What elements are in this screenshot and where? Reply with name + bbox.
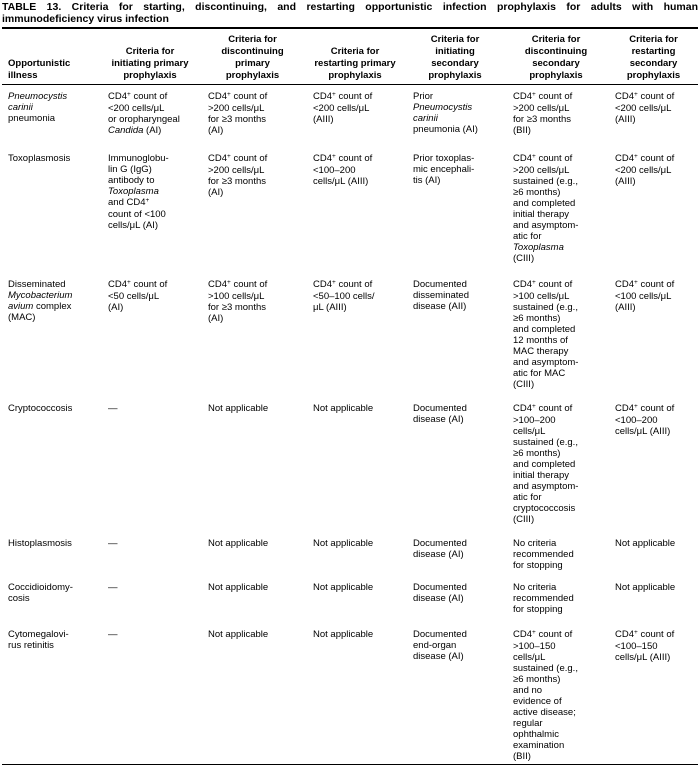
- text-run: count of: [335, 152, 373, 164]
- text-run: (CIII): [513, 252, 535, 264]
- text-run: mic encephali-: [413, 163, 475, 175]
- text-run: count of: [637, 90, 675, 102]
- text-run: for ≥3 months: [208, 175, 267, 187]
- text-run: cryptococcosis: [513, 502, 576, 514]
- text-run: atic for: [513, 230, 542, 242]
- text-run: CD4: [513, 152, 533, 164]
- text-run: antibody to: [108, 174, 155, 186]
- illness-cell: [2, 153, 108, 279]
- superscript-text: +: [532, 628, 536, 636]
- text-run: CD4: [513, 402, 533, 414]
- text-run: ≥6 months): [513, 186, 561, 198]
- text-run: (AI): [143, 124, 162, 136]
- text-run: sustained (e.g.,: [513, 175, 578, 187]
- criteria-cell: [413, 538, 513, 582]
- text-run: disease (AI): [413, 650, 464, 662]
- text-run: —: [108, 628, 118, 640]
- header-discontinuing-secondary-prophylaxis: Criteria for discontinuing secondary prophylaxis: [513, 29, 615, 84]
- text-run: Prior: [413, 90, 434, 102]
- text-run: Toxoplasmosis: [8, 152, 71, 164]
- text-run: CD4: [313, 90, 333, 102]
- text-run: —: [108, 581, 118, 593]
- text-run: or oropharyngeal: [108, 113, 180, 125]
- criteria-cell: [108, 84, 208, 153]
- header-restarting-secondary-prophylaxis: Criteria for restarting secondary prophylaxis: [615, 29, 698, 84]
- text-run: and asymptom-: [513, 219, 579, 231]
- text-run: >100–200: [513, 414, 556, 426]
- text-run: disease (AII): [413, 300, 467, 312]
- text-run: Cytomegalovi-: [8, 628, 69, 640]
- text-run: count of <100: [108, 208, 166, 220]
- illness-cell: [2, 403, 108, 538]
- text-run: <200 cells/μL: [108, 102, 165, 114]
- text-run: Not applicable: [313, 402, 374, 414]
- text-run: (CIII): [513, 513, 535, 525]
- table-row: [2, 153, 698, 279]
- text-run: μL (AIII): [313, 301, 347, 313]
- text-run: count of: [335, 278, 373, 290]
- text-run: >100–150: [513, 640, 556, 652]
- criteria-cell: [108, 279, 208, 403]
- text-run: and asymptom-: [513, 480, 579, 492]
- criteria-cell: [208, 153, 313, 279]
- italic-text: avium: [8, 300, 34, 312]
- table-row: [2, 582, 698, 629]
- illness-cell: [2, 279, 108, 403]
- text-run: count of: [130, 90, 168, 102]
- text-run: Immunoglobu-: [108, 152, 169, 164]
- text-run: pneumonia: [8, 112, 56, 124]
- text-run: for ≥3 months: [208, 301, 267, 313]
- text-run: and completed: [513, 458, 576, 470]
- illness-cell: [2, 629, 108, 765]
- text-run: count of: [535, 278, 573, 290]
- text-run: disseminated: [413, 289, 469, 301]
- criteria-cell: [208, 582, 313, 629]
- superscript-text: +: [227, 278, 231, 286]
- text-run: CD4: [513, 628, 533, 640]
- text-run: (AI): [208, 124, 224, 136]
- text-run: —: [108, 402, 118, 414]
- text-run: examination: [513, 739, 565, 751]
- text-run: Not applicable: [208, 581, 269, 593]
- text-run: for ≥3 months: [513, 113, 572, 125]
- text-run: (AIII): [313, 113, 334, 125]
- text-run: ≥6 months): [513, 312, 561, 324]
- criteria-cell: [108, 629, 208, 765]
- superscript-text: +: [634, 278, 638, 286]
- criteria-cell: [313, 582, 413, 629]
- criteria-cell: [413, 582, 513, 629]
- superscript-text: +: [532, 402, 536, 410]
- criteria-cell: [513, 153, 615, 279]
- text-run: <100–200: [615, 414, 658, 426]
- table-row: [2, 84, 698, 153]
- criteria-cell: [313, 153, 413, 279]
- text-run: atic for MAC: [513, 367, 566, 379]
- text-run: (AI): [208, 186, 224, 198]
- text-run: Coccidioidomy-: [8, 581, 73, 593]
- text-run: Disseminated: [8, 278, 66, 290]
- text-run: count of: [535, 628, 573, 640]
- italic-text: Toxoplasma: [513, 241, 564, 253]
- prophylaxis-criteria-table: [2, 29, 698, 765]
- text-run: tis (AI): [413, 174, 441, 186]
- title-line-2: immunodeficiency virus infection: [2, 12, 169, 25]
- text-run: Not applicable: [208, 402, 269, 414]
- text-run: for stopping: [513, 559, 563, 571]
- criteria-cell: [615, 582, 698, 629]
- title-line-1: TABLE 13. Criteria for starting, discontinuing, and restarting opportunistic infection prophylaxis for adults with human: [2, 1, 698, 13]
- text-run: Not applicable: [615, 581, 676, 593]
- criteria-cell: [108, 582, 208, 629]
- text-run: >100 cells/μL: [513, 290, 570, 302]
- criteria-cell: [313, 538, 413, 582]
- superscript-text: +: [532, 90, 536, 98]
- text-run: sustained (e.g.,: [513, 436, 578, 448]
- superscript-text: +: [532, 278, 536, 286]
- criteria-cell: [208, 538, 313, 582]
- superscript-text: +: [634, 402, 638, 410]
- text-run: <200 cells/μL: [615, 164, 672, 176]
- text-run: >100 cells/μL: [208, 290, 265, 302]
- table-header: [2, 29, 698, 84]
- text-run: CD4: [615, 152, 635, 164]
- criteria-cell: [413, 629, 513, 765]
- text-run: cosis: [8, 592, 30, 604]
- text-run: count of: [335, 90, 373, 102]
- text-run: ophthalmic: [513, 728, 559, 740]
- superscript-text: +: [332, 278, 336, 286]
- criteria-cell: [413, 279, 513, 403]
- text-run: initial therapy: [513, 469, 569, 481]
- italic-text: Mycobacterium: [8, 289, 73, 301]
- criteria-cell: [413, 153, 513, 279]
- text-run: active disease;: [513, 706, 576, 718]
- criteria-cell: [313, 279, 413, 403]
- text-run: pneumonia (AI): [413, 123, 478, 135]
- text-run: <50–100 cells/: [313, 290, 375, 302]
- italic-text: Pneumocystis: [413, 101, 473, 113]
- text-run: count of: [230, 90, 268, 102]
- illness-cell: [2, 84, 108, 153]
- text-run: CD4: [513, 90, 533, 102]
- text-run: Documented: [413, 402, 467, 414]
- table-row: [2, 538, 698, 582]
- text-run: No criteria: [513, 581, 557, 593]
- text-run: Histoplasmosis: [8, 537, 72, 549]
- criteria-cell: [208, 84, 313, 153]
- text-run: count of: [535, 402, 573, 414]
- criteria-cell: [615, 279, 698, 403]
- text-run: Not applicable: [313, 628, 374, 640]
- text-run: (MAC): [8, 311, 36, 323]
- italic-text: Candida: [108, 124, 144, 136]
- text-run: count of: [230, 152, 268, 164]
- superscript-text: +: [127, 90, 131, 98]
- criteria-cell: [108, 153, 208, 279]
- text-run: <100–200: [313, 164, 356, 176]
- header-discontinuing-primary-prophylaxis: Criteria for discontinuing primary prophylaxis: [208, 29, 313, 84]
- text-run: CD4: [615, 90, 635, 102]
- text-run: >200 cells/μL: [208, 164, 265, 176]
- text-run: Cryptococcosis: [8, 402, 73, 414]
- text-run: Documented: [413, 278, 467, 290]
- superscript-text: +: [634, 152, 638, 160]
- text-run: CD4: [108, 278, 128, 290]
- superscript-text: +: [634, 90, 638, 98]
- superscript-text: +: [227, 152, 231, 160]
- text-run: No criteria: [513, 537, 557, 549]
- table-body: [2, 84, 698, 764]
- text-run: CD4: [313, 278, 333, 290]
- text-run: and asymptom-: [513, 356, 579, 368]
- text-run: recommended: [513, 548, 574, 560]
- text-run: CD4: [615, 278, 635, 290]
- criteria-cell: [313, 84, 413, 153]
- text-run: CD4: [208, 90, 228, 102]
- text-run: count of: [535, 90, 573, 102]
- text-run: disease (AI): [413, 592, 464, 604]
- text-run: >200 cells/μL: [513, 164, 570, 176]
- text-run: (BII): [513, 750, 531, 762]
- illness-cell: [2, 538, 108, 582]
- criteria-cell: [313, 629, 413, 765]
- criteria-cell: [615, 153, 698, 279]
- text-run: Not applicable: [313, 537, 374, 549]
- text-run: sustained (e.g.,: [513, 662, 578, 674]
- text-run: and completed: [513, 197, 576, 209]
- illness-cell: [2, 582, 108, 629]
- text-run: Documented: [413, 581, 467, 593]
- text-run: Not applicable: [208, 628, 269, 640]
- text-run: Prior toxoplas-: [413, 152, 475, 164]
- text-run: Not applicable: [615, 537, 676, 549]
- text-run: <200 cells/μL: [615, 102, 672, 114]
- superscript-text: +: [532, 152, 536, 160]
- text-run: rus retinitis: [8, 639, 54, 651]
- text-run: <50 cells/μL: [108, 290, 160, 302]
- text-run: (BII): [513, 124, 531, 136]
- text-run: initial therapy: [513, 208, 569, 220]
- text-run: recommended: [513, 592, 574, 604]
- text-run: CD4: [208, 152, 228, 164]
- superscript-text: +: [127, 278, 131, 286]
- text-run: (AIII): [615, 113, 636, 125]
- text-run: count of: [535, 152, 573, 164]
- text-run: cells/μL (AI): [108, 219, 158, 231]
- text-run: CD4: [208, 278, 228, 290]
- criteria-cell: [108, 403, 208, 538]
- text-run: (AI): [208, 312, 224, 324]
- text-run: count of: [637, 152, 675, 164]
- superscript-text: +: [634, 628, 638, 636]
- criteria-cell: [313, 403, 413, 538]
- text-run: evidence of: [513, 695, 562, 707]
- text-run: (AI): [108, 301, 124, 313]
- criteria-cell: [513, 279, 615, 403]
- text-run: complex: [33, 300, 72, 312]
- text-run: atic for: [513, 491, 542, 503]
- text-run: cells/μL (AIII): [615, 651, 671, 663]
- text-run: (AIII): [615, 301, 636, 313]
- header-initiating-secondary-prophylaxis: Criteria for initiating secondary prophylaxis: [413, 29, 513, 84]
- text-run: ≥6 months): [513, 673, 561, 685]
- superscript-text: +: [332, 90, 336, 98]
- text-run: Not applicable: [208, 537, 269, 549]
- text-run: disease (AI): [413, 413, 464, 425]
- criteria-cell: [413, 403, 513, 538]
- text-run: <100–150: [615, 640, 658, 652]
- text-run: CD4: [615, 628, 635, 640]
- header-restarting-primary-prophylaxis: Criteria for restarting primary prophylaxis: [313, 29, 413, 84]
- table-row: [2, 403, 698, 538]
- italic-text: Toxoplasma: [108, 185, 159, 197]
- criteria-cell: [513, 403, 615, 538]
- superscript-text: +: [145, 196, 150, 204]
- text-run: <100 cells/μL: [615, 290, 672, 302]
- text-run: —: [108, 537, 118, 549]
- criteria-cell: [615, 629, 698, 765]
- criteria-cell: [615, 84, 698, 153]
- criteria-cell: [108, 538, 208, 582]
- header-row: [2, 29, 698, 84]
- criteria-cell: [513, 582, 615, 629]
- criteria-cell: [615, 538, 698, 582]
- italic-text: carinii: [413, 112, 438, 124]
- criteria-cell: [513, 84, 615, 153]
- text-run: <200 cells/μL: [313, 102, 370, 114]
- criteria-cell: [615, 403, 698, 538]
- text-run: lin G (IgG): [108, 163, 152, 175]
- text-run: for ≥3 months: [208, 113, 267, 125]
- criteria-cell: [208, 403, 313, 538]
- text-run: MAC therapy: [513, 345, 569, 357]
- text-run: CD4: [615, 402, 635, 414]
- italic-text: Pneumocystis: [8, 90, 68, 102]
- text-run: and completed: [513, 323, 576, 335]
- text-run: 12 months of: [513, 334, 568, 346]
- header-opportunistic-illness: Opportunistic illness: [2, 29, 108, 84]
- text-run: sustained (e.g.,: [513, 301, 578, 313]
- text-run: cells/μL: [513, 651, 546, 663]
- criteria-cell: [208, 629, 313, 765]
- text-run: count of: [637, 402, 675, 414]
- text-run: end-organ: [413, 639, 457, 651]
- text-run: regular: [513, 717, 543, 729]
- italic-text: carinii: [8, 101, 33, 113]
- text-run: count of: [637, 278, 675, 290]
- header-initiating-primary-prophylaxis: Criteria for initiating primary prophylaxis: [108, 29, 208, 84]
- text-run: cells/μL (AIII): [615, 425, 671, 437]
- criteria-cell: [413, 84, 513, 153]
- text-run: Not applicable: [313, 581, 374, 593]
- text-run: Documented: [413, 628, 467, 640]
- table-row: [2, 629, 698, 765]
- text-run: >200 cells/μL: [208, 102, 265, 114]
- text-run: cells/μL (AIII): [313, 175, 369, 187]
- text-run: ≥6 months): [513, 447, 561, 459]
- text-run: CD4: [108, 90, 128, 102]
- text-run: and no: [513, 684, 543, 696]
- text-run: CD4: [513, 278, 533, 290]
- text-run: >200 cells/μL: [513, 102, 570, 114]
- table-row: [2, 279, 698, 403]
- text-run: count of: [637, 628, 675, 640]
- text-run: CD4: [313, 152, 333, 164]
- text-run: count of: [230, 278, 268, 290]
- text-run: (CIII): [513, 378, 535, 390]
- text-run: cells/μL: [513, 425, 546, 437]
- criteria-cell: [208, 279, 313, 403]
- text-run: disease (AI): [413, 548, 464, 560]
- superscript-text: +: [332, 152, 336, 160]
- superscript-text: +: [227, 90, 231, 98]
- criteria-cell: [513, 629, 615, 765]
- text-run: and CD4: [108, 196, 146, 208]
- criteria-cell: [513, 538, 615, 582]
- text-run: Documented: [413, 537, 467, 549]
- text-run: count of: [130, 278, 168, 290]
- table-title: [2, 2, 698, 29]
- text-run: (AIII): [615, 175, 636, 187]
- text-run: for stopping: [513, 603, 563, 615]
